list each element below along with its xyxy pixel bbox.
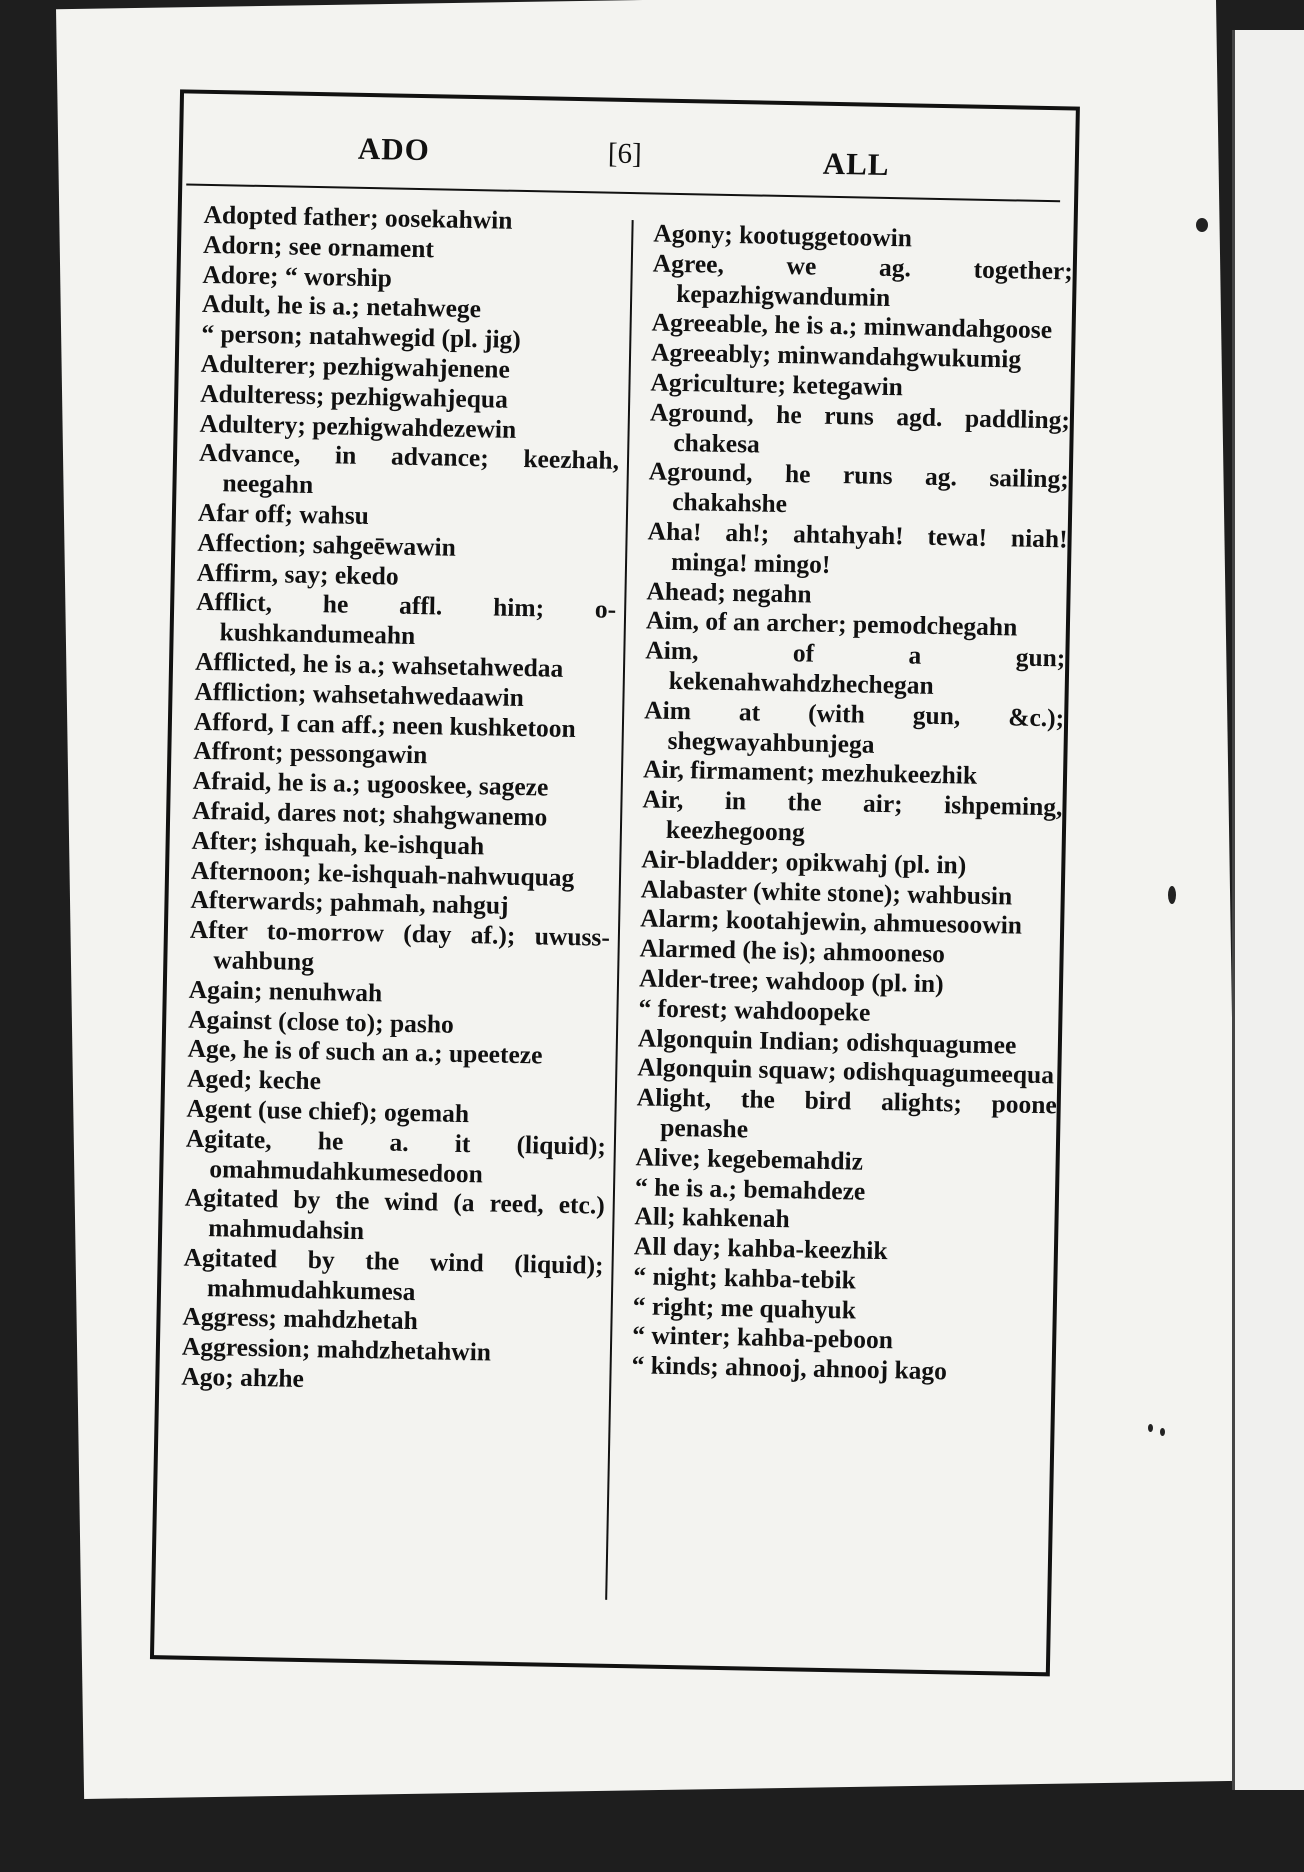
- left-column-entry: Afterwards; pahmah, nahguj: [190, 885, 509, 921]
- left-column-entry: Agitate, he a. it (liquid); omahmudahkumesedoon: [185, 1123, 607, 1188]
- left-column-entry: Adorn; see ornament: [202, 229, 435, 264]
- left-column-entry: Afflicted, he is a.; wahsetahwedaa: [194, 646, 564, 683]
- right-column-entry: Agony; kootuggetoowin: [653, 218, 913, 253]
- right-column-entry: “ right; me quahyuk: [632, 1290, 857, 1325]
- left-column-entry: Aged; keche: [186, 1063, 322, 1096]
- right-column-entry: “ kinds; ahnooj, ahnooj kago: [631, 1350, 948, 1386]
- left-column-entry: Afternoon; ke-ishquah-nahwuquag: [190, 855, 575, 892]
- left-column-entry: Against (close to); pasho: [187, 1004, 455, 1039]
- left-column-entry: Adult, he is a.; netahwege: [201, 289, 482, 324]
- left-column-entry: Ago; ahzhe: [181, 1361, 305, 1394]
- right-column-entry: Aground, he runs ag. sailing; chakahshe: [648, 456, 1070, 519]
- left-column-entry: Affront; pessongawin: [193, 736, 428, 770]
- right-column-entry: Aim at (with gun, &c.); shegwayahbunjega: [643, 695, 1065, 759]
- left-column-entry: Aggression; mahdzhetahwin: [181, 1331, 492, 1367]
- right-column-entry: “ he is a.; bemahdeze: [634, 1171, 866, 1206]
- left-column-entry: Adultery; pezhigwahdezewin: [199, 408, 517, 444]
- left-column-entry: Afflict, he affl. him; o-kushkandumeahn: [195, 587, 617, 651]
- left-column: [181, 200, 624, 1400]
- right-column-entry: All; kahkenah: [634, 1201, 790, 1234]
- page-number: [6]: [607, 137, 643, 171]
- left-column-entry: Again; nenuhwah: [188, 974, 383, 1008]
- right-column-entry: All day; kahba-keezhik: [633, 1231, 888, 1266]
- ink-speck: [1196, 218, 1208, 232]
- left-column-entry: Agitated by the wind (liquid); mahmudahkumesa: [183, 1242, 604, 1306]
- right-column-entry: Algonquin squaw; odishquagumeequa: [637, 1052, 1055, 1090]
- right-column-entry: Aim, of an archer; pemodchegahn: [645, 605, 1018, 642]
- right-column-entry: “ night; kahba-tebik: [633, 1261, 857, 1295]
- left-column-entry: After; ishquah, ke-ishquah: [191, 825, 485, 861]
- left-column-entry: Afar off; wahsu: [197, 497, 370, 531]
- right-column-entry: Aha! ah!; ahtahyah! tewa! niah! minga! mingo!: [647, 516, 1068, 579]
- left-column-entry: Afraid, dares not; shahgwanemo: [191, 795, 548, 832]
- left-column-entry: Affliction; wahsetahwedaawin: [194, 676, 525, 712]
- right-column-entry: Air, in the air; ishpeming, keezhegoong: [642, 784, 1063, 847]
- right-column-entry: Aim, of a gun; kekenahwahdzhechegan: [645, 635, 1066, 700]
- right-column: [631, 218, 1073, 1388]
- left-column-entry: Adore; “ worship: [202, 259, 393, 293]
- right-column-entry: Alive; kegebemahdiz: [635, 1142, 864, 1176]
- page-frame: [150, 89, 1080, 1676]
- ink-speck: [1168, 886, 1176, 904]
- header-first-word: ADO: [357, 130, 431, 168]
- right-column-entry: Agriculture; ketegawin: [650, 367, 904, 402]
- right-column-entry: Air, firmament; mezhukeezhik: [642, 754, 978, 791]
- right-column-entry: Agreeably; minwandahgwukumig: [650, 337, 1022, 374]
- left-column-entry: Agitated by the wind (a reed, etc.) mahmudahsin: [184, 1182, 606, 1246]
- right-column-entry: Air-bladder; opikwahj (pl. in): [641, 844, 967, 880]
- right-column-entry: Alight, the bird alights; poone penashe: [636, 1082, 1058, 1144]
- ink-speck: [1148, 1424, 1153, 1432]
- right-column-entry: Ahead; negahn: [646, 575, 812, 609]
- left-column-entry: Age, he is of such an a.; upeeteze: [187, 1033, 543, 1070]
- left-column-entry: Affection; sahgeēwawin: [197, 527, 457, 562]
- right-column-entry: Alabaster (white stone); wahbusin: [640, 873, 1013, 911]
- right-column-entry: Algonquin Indian; odishquagumee: [637, 1022, 1017, 1060]
- left-column-entry: After to-morrow (day af.); uwuss-wahbung: [189, 914, 611, 977]
- left-column-entry: Advance, in advance; keezhah, neegahn: [198, 438, 620, 500]
- left-column-entry: Afford, I can aff.; neen kushketoon: [193, 706, 576, 743]
- right-column-entry: “ winter; kahba-peboon: [631, 1320, 894, 1355]
- header-last-word: ALL: [822, 145, 890, 182]
- right-column-entry: Alder-tree; wahdoop (pl. in): [638, 963, 944, 999]
- left-column-entry: Afraid, he is a.; ugooskee, sageze: [192, 765, 549, 802]
- right-column-entry: Aground, he runs agd. paddling; chakesa: [649, 397, 1071, 459]
- left-column-entry: Adulteress; pezhigwahjequa: [199, 378, 509, 414]
- left-column-entry: Adopted father; oosekahwin: [203, 199, 513, 235]
- ink-speck: [1160, 1428, 1165, 1436]
- left-column-entry: Agent (use chief); ogemah: [186, 1093, 470, 1129]
- right-column-entry: “ forest; wahdoopeke: [638, 993, 871, 1027]
- left-column-entry: “ person; natahwegid (pl. jig): [201, 319, 522, 355]
- right-column-entry: Agreeable, he is a.; minwandahgoose: [651, 307, 1053, 345]
- left-column-entry: Aggress; mahdzhetah: [182, 1302, 419, 1336]
- left-column-entry: Adulterer; pezhigwahjenene: [200, 348, 511, 384]
- adjacent-page-edge: [1232, 30, 1304, 1790]
- right-column-entry: Agree, we ag. together; kepazhigwandumin: [652, 248, 1074, 312]
- right-column-entry: Alarmed (he is); ahmooneso: [639, 933, 946, 969]
- right-column-entry: Alarm; kootahjewin, ahmuesoowin: [639, 903, 1023, 941]
- left-column-entry: Affirm, say; ekedo: [196, 557, 399, 591]
